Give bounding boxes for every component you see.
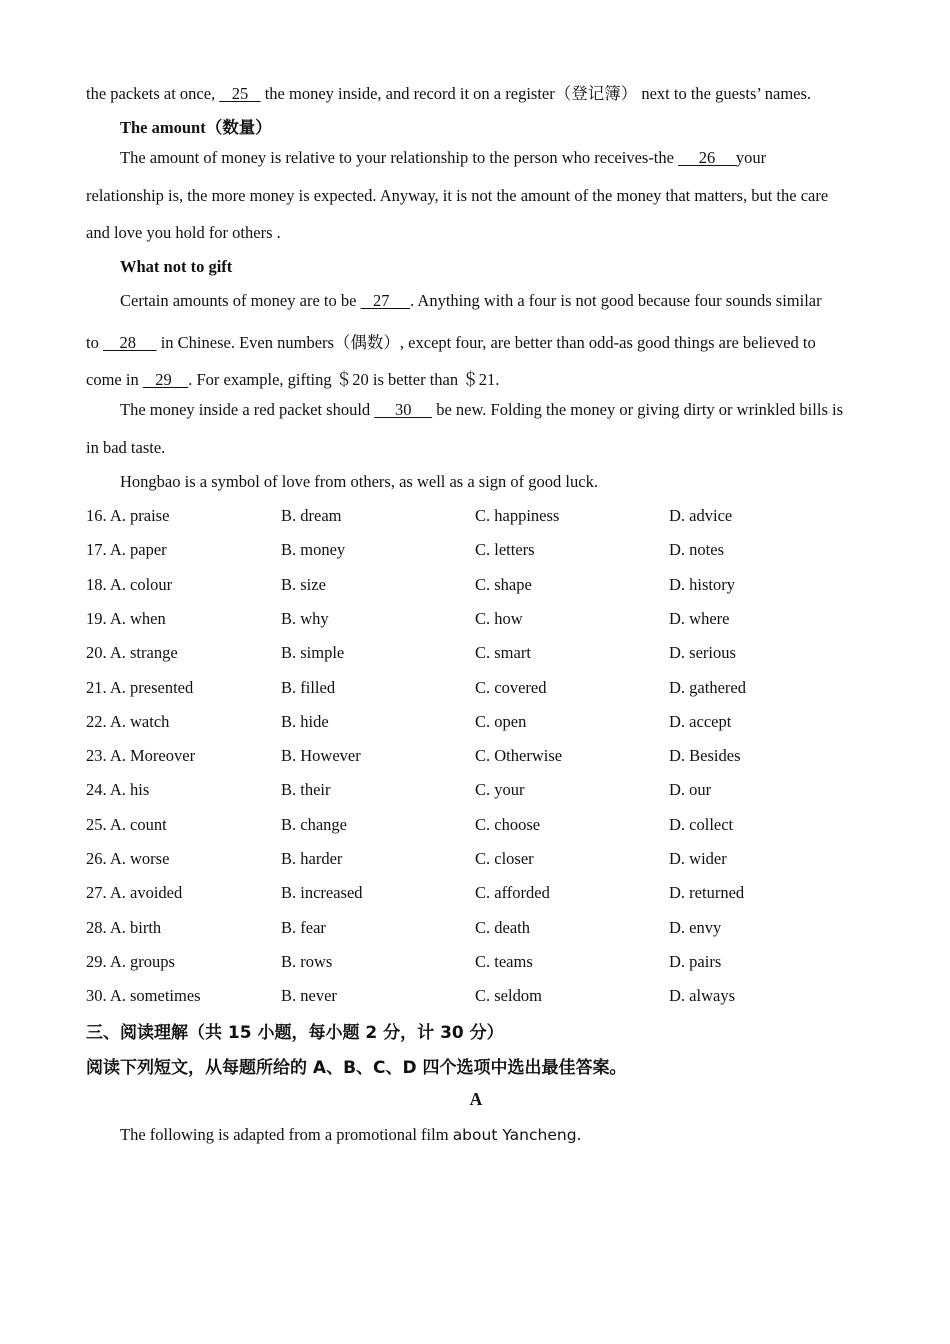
text: the packets at once,	[86, 84, 220, 103]
option-18-b: B. size	[281, 574, 326, 594]
option-18-a: 18. A. colour	[86, 574, 173, 594]
option-26-a: 26. A. worse	[86, 849, 170, 868]
option-27-a: 27. A. avoided	[86, 883, 183, 903]
option-29-c: C. teams	[475, 951, 533, 971]
intro-line	[120, 1125, 581, 1145]
option-17-a: 17. A. paper	[86, 540, 167, 560]
option-24-a: 24. A. his	[86, 780, 150, 800]
text: the money inside, and record it on a register（登记簿） next to the guests’ names.	[260, 84, 812, 103]
text: The following is adapted from a promotional film	[120, 1125, 453, 1144]
blank-27: 27	[360, 291, 411, 310]
option-20-d: D. serious	[669, 643, 736, 663]
option-28-d: D. envy	[669, 917, 722, 937]
option-19-a: 19. A. when	[86, 608, 166, 628]
option-26-d: D. wider	[669, 849, 727, 868]
text: . For example, gifting ＄20 is better than ＄21.	[188, 370, 500, 389]
option-19-d: D. where	[669, 608, 730, 628]
passage-line-8	[120, 400, 843, 420]
option-16-a: 16. A. praise	[86, 506, 170, 525]
text: Certain amounts of money are to be	[120, 291, 361, 310]
option-29-a: 29. A. groups	[86, 951, 175, 971]
option-18-d: D. history	[669, 574, 735, 594]
option-23-c: C. Otherwise	[475, 746, 563, 766]
blank-26: 26	[678, 148, 736, 167]
option-24-d: D. our	[669, 780, 712, 800]
option-28-a: 28. A. birth	[86, 917, 162, 937]
text: The amount of money is relative to your relationship to the person who receives-the	[120, 148, 679, 167]
option-20-a: 20. A. strange	[86, 643, 178, 663]
option-26-b: B. harder	[281, 849, 343, 868]
option-22-b: B. hide	[281, 711, 329, 731]
passage-line-10: Hongbao is a symbol of love from others, as well as a sign of good luck.	[120, 472, 598, 491]
option-25-d: D. collect	[669, 814, 734, 834]
option-18-c: C. shape	[475, 574, 532, 594]
text: in Chinese. Even numbers（偶数）, except four, are better than odd-as good things are believed to	[156, 333, 816, 352]
option-23-d: D. Besides	[669, 746, 741, 766]
option-17-b: B. money	[281, 540, 346, 560]
option-19-b: B. why	[281, 608, 329, 628]
option-30-c: C. seldom	[475, 986, 542, 1006]
passage-line-3: relationship is, the more money is expected. Anyway, it is not the amount of the money that matters, but the care	[86, 186, 829, 205]
passage-line-9: in bad taste.	[86, 438, 166, 457]
option-21-d: D. gathered	[669, 677, 746, 697]
option-30-a: 30. A. sometimes	[86, 986, 201, 1006]
passage-line-5	[120, 291, 822, 311]
option-20-c: C. smart	[475, 643, 531, 663]
blank-29: 29	[142, 370, 189, 389]
blank-30: 30	[374, 400, 433, 419]
blank-28: 28	[102, 333, 157, 352]
option-23-a: 23. A. Moreover	[86, 746, 196, 766]
option-24-c: C. your	[475, 780, 525, 800]
option-21-c: C. covered	[475, 677, 547, 697]
option-27-d: D. returned	[669, 883, 745, 903]
passage-line-4: and love you hold for others .	[86, 223, 281, 242]
option-22-c: C. open	[475, 711, 527, 731]
option-22-a: 22. A. watch	[86, 711, 170, 731]
option-28-c: C. death	[475, 917, 530, 937]
option-28-b: B. fear	[281, 917, 326, 937]
option-26-c: C. closer	[475, 849, 534, 868]
option-27-b: B. increased	[281, 883, 363, 903]
text: come in	[86, 370, 143, 389]
option-21-b: B. filled	[281, 677, 336, 697]
part-label: A	[469, 1089, 483, 1109]
text: . Anything with a four is not good because four sounds similar	[410, 291, 822, 310]
option-17-d: D. notes	[669, 540, 724, 560]
passage-line-1	[86, 80, 811, 104]
option-16-b: B. dream	[281, 506, 342, 525]
option-25-a: 25. A. count	[86, 814, 167, 834]
section3-title: 三、阅读理解（共 15 小题，每小题 2 分，计 30 分）	[86, 1023, 504, 1043]
option-29-b: B. rows	[281, 951, 333, 971]
option-16-d: D. advice	[669, 506, 733, 525]
option-21-a: 21. A. presented	[86, 677, 194, 697]
heading-amount: The amount（数量）	[120, 118, 272, 137]
option-27-c: C. afforded	[475, 883, 550, 903]
passage-line-7	[86, 366, 499, 390]
option-19-c: C. how	[475, 608, 523, 628]
text: The money inside a red packet should	[120, 400, 375, 419]
option-30-b: B. never	[281, 986, 337, 1006]
heading-what-not-to-gift: What not to gift	[120, 257, 233, 276]
option-20-b: B. simple	[281, 643, 345, 663]
blank-25: 25	[219, 84, 261, 103]
option-29-d: D. pairs	[669, 951, 722, 971]
option-22-d: D. accept	[669, 711, 732, 731]
passage-line-2	[120, 148, 766, 168]
option-30-d: D. always	[669, 986, 735, 1006]
option-25-b: B. change	[281, 814, 347, 834]
text: your	[735, 148, 767, 167]
section3-instruction: 阅读下列短文，从每题所给的 A、B、C、D 四个选项中选出最佳答案。	[86, 1058, 627, 1078]
passage-line-6	[86, 329, 816, 353]
option-24-b: B. their	[281, 780, 331, 800]
option-17-c: C. letters	[475, 540, 535, 560]
option-23-b: B. However	[281, 746, 361, 766]
option-25-c: C. choose	[475, 814, 541, 834]
text: be new. Folding the money or giving dirty or wrinkled bills is	[432, 400, 843, 419]
option-16-c: C. happiness	[475, 506, 560, 525]
text: about Yancheng.	[452, 1126, 582, 1144]
text: to	[86, 333, 103, 352]
